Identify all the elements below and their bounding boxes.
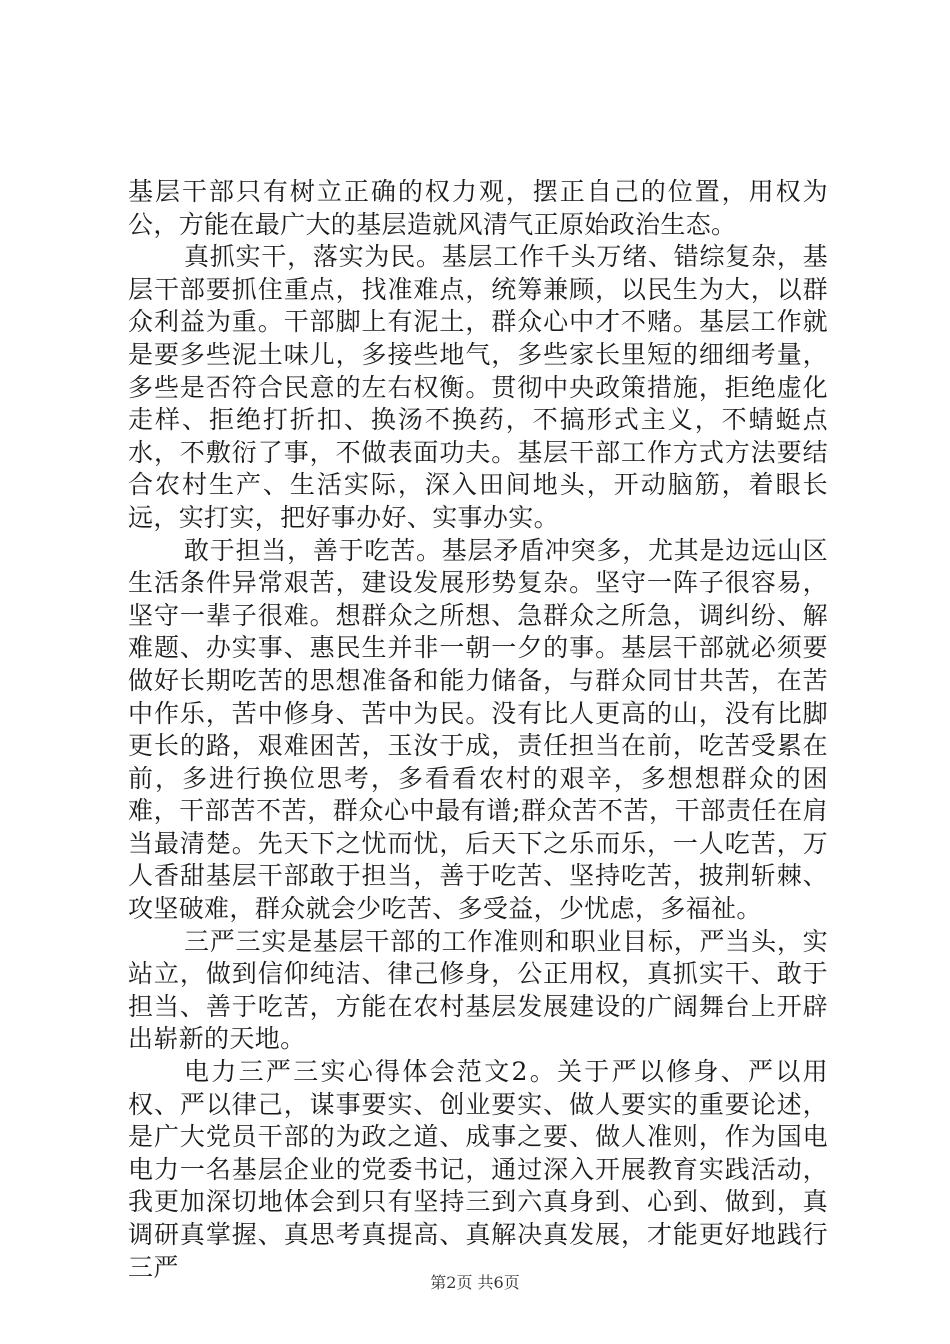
paragraph-4: 三严三实是基层干部的工作准则和职业目标，严当头，实站立，做到信仰纯洁、律己修身，公正用权，真抓实干、敢于担当、善于吃苦，方能在农村基层发展建设的广阔舞台上开辟出崭新的天地。 (128, 926, 828, 1054)
document-body (128, 176, 828, 1284)
paragraph-5: 电力三严三实心得体会范文2。关于严以修身、严以用权、严以律己，谋事要实、创业要实、做人要实的重要论述，是广大党员干部的为政之道、成事之要、做人准则，作为国电电力一名基层企业的党委书记，通过深入开展教育实践活动，我更加深切地体会到只有坚持三到六真身到、心到、做到，真调研真掌握、真思考真提高、真解决真发展，才能更好地践行三严 (128, 1057, 828, 1282)
paragraph-1: 基层干部只有树立正确的权力观，摆正自己的位置，用权为公，方能在最广大的基层造就风清气正原始政治生态。 (128, 177, 828, 239)
paragraph-3: 敢于担当，善于吃苦。基层矛盾冲突多，尤其是边远山区生活条件异常艰苦，建设发展形势复杂。坚守一阵子很容易，坚守一辈子很难。想群众之所想、急群众之所急，调纠纷、解难题、办实事、惠民生并非一朝一夕的事。基层干部就必须要做好长期吃苦的思想准备和能力储备，与群众同甘共苦，在苦中作乐，苦中修身、苦中为民。没有比人更高的山，没有比脚更长的路，艰难困苦，玉汝于成，责任担当在前，吃苦受累在前，多进行换位思考，多看看农村的艰辛，多想想群众的困难，干部苦不苦，群众心中最有谱;群众苦不苦，干部责任在肩当最清楚。先天下之忧而忧，后天下之乐而乐，一人吃苦，万人香甜基层干部敢于担当，善于吃苦、坚持吃苦，披荆斩棘、攻坚破难，群众就会少吃苦、多受益，少忧虑，多福祉。 (128, 535, 828, 924)
page-number-footer: 第2页 共6页 (430, 1273, 520, 1292)
paragraph-2: 真抓实干，落实为民。基层工作千头万绪、错综复杂，基层干部要抓住重点，找准难点，统筹兼顾，以民生为大，以群众利益为重。干部脚上有泥土，群众心中才不赌。基层工作就是要多些泥土味儿，多接些地气，多些家长里短的细细考量，多些是否符合民意的左右权衡。贯彻中央政策措施，拒绝虚化走样、拒绝打折扣、换汤不换药，不搞形式主义，不蜻蜓点水，不敷衍了事，不做表面功夫。基层干部工作方式方法要结合农村生产、生活实际，深入田间地头，开动脑筋，着眼长远，实打实，把好事办好、实事办实。 (128, 242, 828, 532)
